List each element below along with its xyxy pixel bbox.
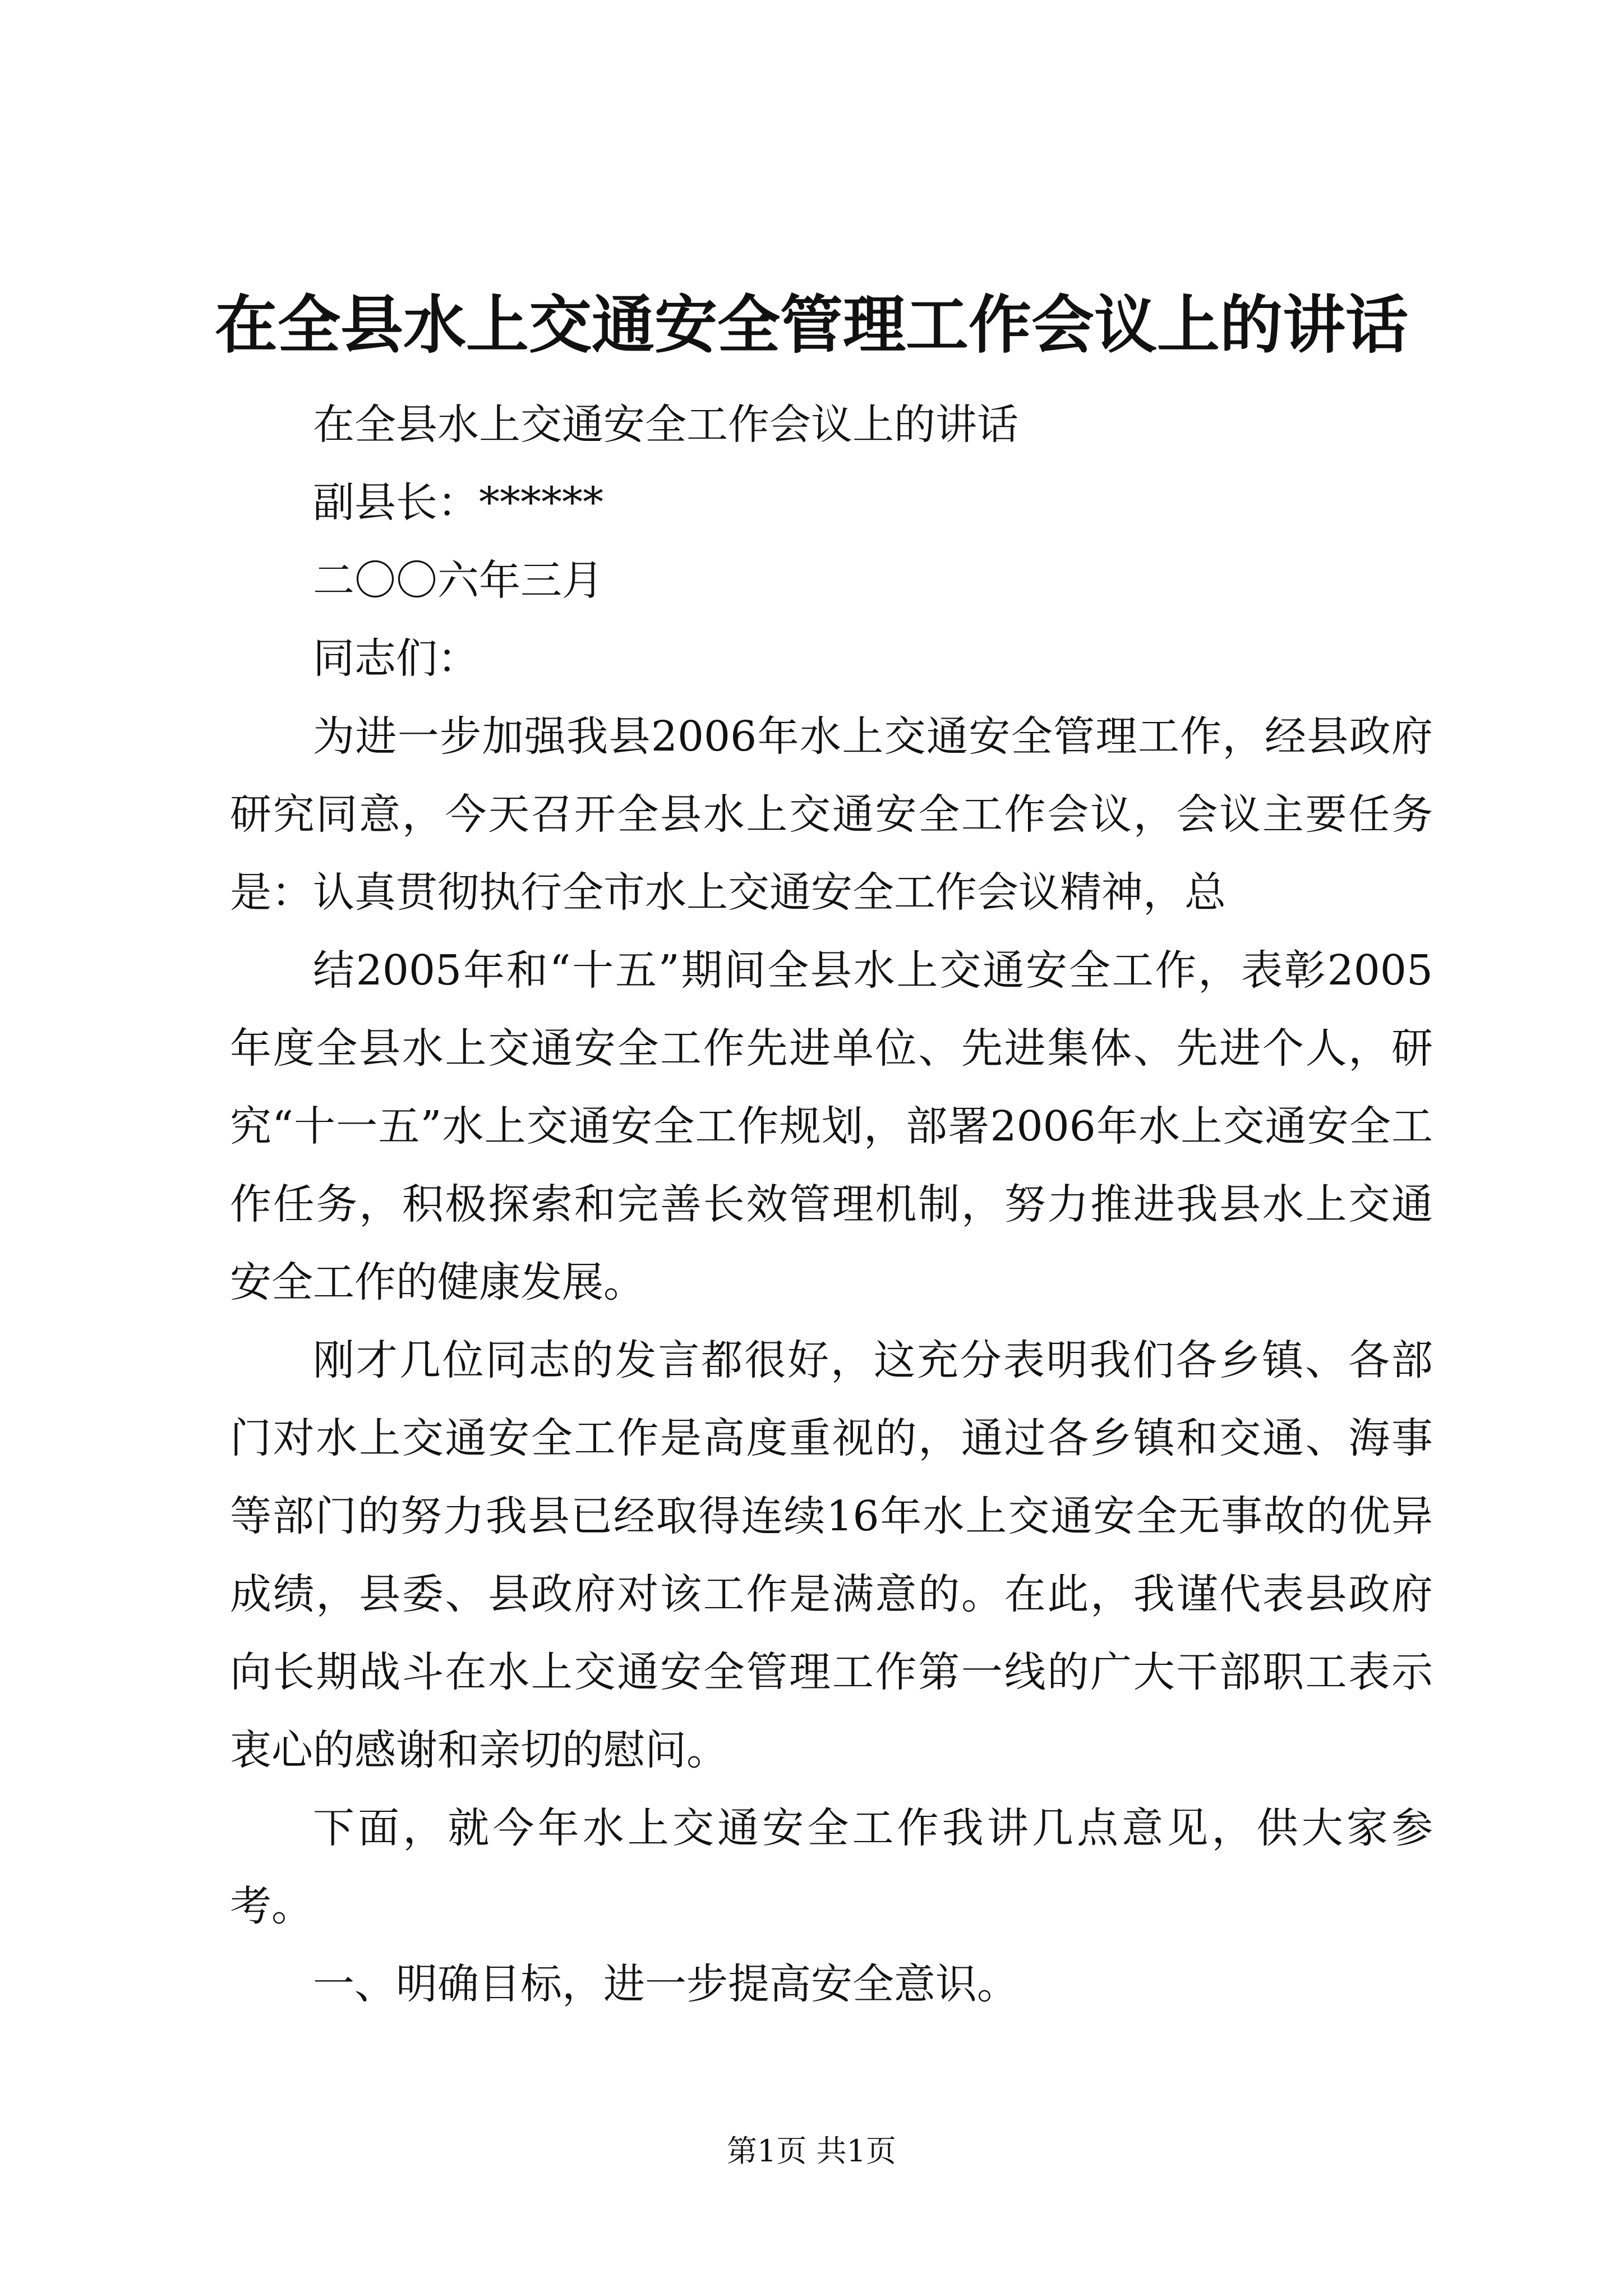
paragraph-date: 二〇〇六年三月	[313, 556, 603, 605]
paragraph-intro: 为进一步加强我县2006年水上交通安全管理工作，经县政府研究同意，今天召开全县水上交通安全工作会议，会议主要任务是：认真贯彻执行全市水上交通安全工作会议精神，总	[230, 712, 1433, 917]
paragraph-summary: 结2005年和“十五”期间全县水上交通安全工作，表彰2005年度全县水上交通安全工作先进单位、先进集体、先进个人，研究“十一五”水上交通安全工作规划，部署2006年水上交通安全工作任务，积极探索和完善长效管理机制，努力推进我县水上交通安全工作的健康发展。	[230, 946, 1433, 1306]
document-title: 在全县水上交通安全管理工作会议上的讲话	[215, 288, 1408, 362]
paragraph-speaker: 副县长：******	[313, 478, 603, 527]
paragraph-salutation: 同志们：	[313, 634, 479, 683]
page-footer: 第1页 共1页	[727, 2133, 896, 2169]
paragraph-thanks: 刚才几位同志的发言都很好，这充分表明我们各乡镇、各部门对水上交通安全工作是高度重视的，通过各乡镇和交通、海事等部门的努力我县已经取得连续16年水上交通安全无事故的优异成绩，县委、县政府对该工作是满意的。在此，我谨代表县政府向长期战斗在水上交通安全管理工作第一线的广大干部职工表示衷心的感谢和亲切的慰问。	[230, 1336, 1433, 1774]
paragraph-subtitle: 在全县水上交通安全工作会议上的讲话	[313, 401, 1018, 449]
document-body	[230, 386, 1433, 2023]
paragraph-section-heading: 一、明确目标，进一步提高安全意识。	[313, 1960, 1018, 2008]
paragraph-transition: 下面，就今年水上交通安全工作我讲几点意见，供大家参考。	[230, 1804, 1433, 1930]
